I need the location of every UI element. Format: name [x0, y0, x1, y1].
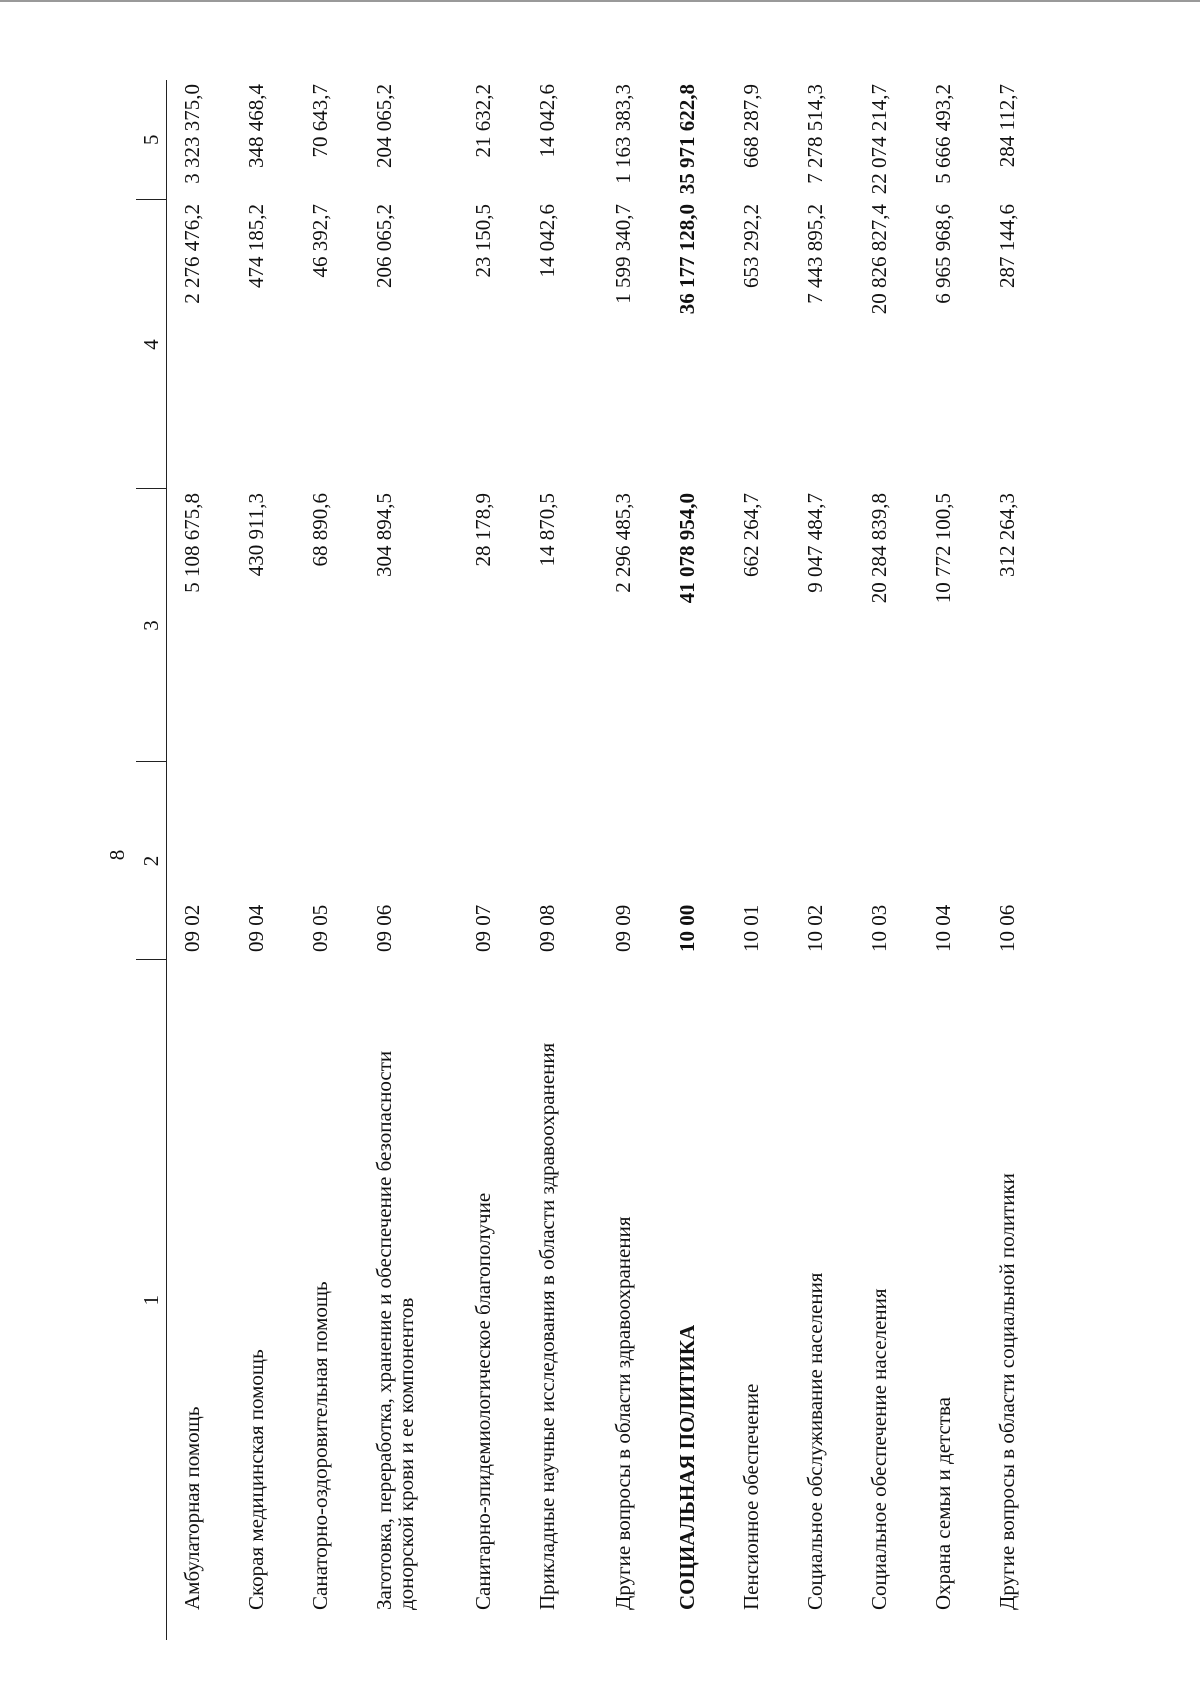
- row-value-col4: 206 065,2: [372, 204, 396, 288]
- table-row: [359, 80, 458, 1640]
- row-name: Социальное обеспечение населения: [867, 1288, 891, 1610]
- row-value-col4: 36 177 128,0: [675, 204, 699, 315]
- row-code: 10 06: [995, 904, 1019, 952]
- rotated-page: [136, 80, 1196, 1640]
- row-value-col3: 9 047 484,7: [803, 493, 827, 593]
- row-value-col5: 1 163 383,3: [611, 84, 635, 184]
- row-value-col5: 22 074 214,7: [867, 84, 891, 195]
- column-header: 4: [136, 200, 167, 489]
- column-header: 1: [136, 960, 167, 1640]
- row-value-col3: 20 284 839,8: [867, 493, 891, 604]
- row-value-col5: 21 632,2: [471, 84, 495, 158]
- row-value-col4: 23 150,5: [471, 204, 495, 278]
- row-name: Социальное обслуживание населения: [803, 1272, 827, 1610]
- row-value-col4: 2 276 476,2: [180, 204, 204, 304]
- row-name: Амбулаторная помощь: [180, 1406, 204, 1610]
- row-value-col4: 46 392,7: [308, 204, 332, 278]
- row-code: 10 04: [931, 904, 955, 952]
- table-row-section-total: [662, 80, 726, 1640]
- table-row: [522, 80, 598, 1640]
- row-value-col4: 653 292,2: [739, 204, 763, 288]
- row-code: 09 09: [611, 904, 635, 952]
- table-row: [854, 80, 918, 1640]
- row-code: 09 04: [244, 904, 268, 952]
- row-name: Прикладные научные исследования в области здравоохранения: [535, 1042, 559, 1610]
- column-header: 2: [136, 762, 167, 960]
- table-row: [726, 80, 790, 1640]
- row-value-col4: 20 826 827,4: [867, 204, 891, 315]
- row-name: Санаторно-оздоровительная помощь: [308, 1281, 332, 1610]
- table-row: [982, 80, 1058, 1640]
- row-value-col3: 68 890,6: [308, 493, 332, 567]
- table-row: [167, 80, 232, 1640]
- row-code: 10 01: [739, 904, 763, 952]
- table-row: [295, 80, 359, 1640]
- row-value-col4: 6 965 968,6: [931, 204, 955, 304]
- scan-edge-line: [0, 0, 1200, 2]
- row-value-col5: 3 323 375,0: [180, 84, 204, 184]
- row-value-col4: 474 185,2: [244, 204, 268, 288]
- row-code: 09 07: [471, 904, 495, 952]
- row-value-col4: 1 599 340,7: [611, 204, 635, 304]
- column-header: 5: [136, 80, 167, 200]
- row-name: СОЦИАЛЬНАЯ ПОЛИТИКА: [675, 1324, 699, 1610]
- column-header: 3: [136, 489, 167, 762]
- row-value-col5: 35 971 622,8: [675, 84, 699, 195]
- row-name: Другие вопросы в области здравоохранения: [611, 1216, 635, 1610]
- row-value-col3: 430 911,3: [244, 493, 268, 577]
- row-name: Пенсионное обеспечение: [739, 1383, 763, 1610]
- row-value-col3: 5 108 675,8: [180, 493, 204, 593]
- budget-table: [136, 80, 1058, 1640]
- row-code: 09 05: [308, 904, 332, 952]
- row-value-col3: 312 264,3: [995, 493, 1019, 577]
- column-number-row: [136, 80, 167, 1640]
- row-code: 09 02: [180, 904, 204, 952]
- row-value-col5: 284 112,7: [995, 84, 1019, 168]
- row-name: Заготовка, переработка, хранение и обеспечение безопасности донорской крови и ее компонентов: [372, 1050, 418, 1610]
- table-row: [458, 80, 522, 1640]
- row-code: 09 06: [372, 904, 396, 952]
- row-code: 10 03: [867, 904, 891, 952]
- row-name: Охрана семьи и детства: [931, 1397, 955, 1610]
- row-value-col5: 348 468,4: [244, 84, 268, 168]
- row-value-col3: 2 296 485,3: [611, 493, 635, 593]
- table-row: [918, 80, 982, 1640]
- row-value-col3: 304 894,5: [372, 493, 396, 577]
- table-row: [598, 80, 662, 1640]
- row-value-col3: 28 178,9: [471, 493, 495, 567]
- row-code: 10 00: [675, 904, 699, 952]
- row-value-col3: 41 078 954,0: [675, 493, 699, 604]
- table-row: [231, 80, 295, 1640]
- row-value-col4: 7 443 895,2: [803, 204, 827, 304]
- table-row: [790, 80, 854, 1640]
- row-value-col5: 204 065,2: [372, 84, 396, 168]
- row-code: 09 08: [535, 904, 559, 952]
- row-value-col5: 14 042,6: [535, 84, 559, 158]
- row-value-col3: 10 772 100,5: [931, 493, 955, 604]
- row-name: Скорая медицинская помощь: [244, 1349, 268, 1610]
- page-number: 8: [105, 849, 129, 861]
- row-name: Другие вопросы в области социальной политики: [995, 1173, 1019, 1610]
- row-code: 10 02: [803, 904, 827, 952]
- row-name: Санитарно-эпидемиологическое благополучие: [471, 1192, 495, 1610]
- row-value-col5: 668 287,9: [739, 84, 763, 168]
- row-value-col4: 14 042,6: [535, 204, 559, 278]
- row-value-col5: 7 278 514,3: [803, 84, 827, 184]
- row-value-col5: 70 643,7: [308, 84, 332, 158]
- row-value-col5: 5 666 493,2: [931, 84, 955, 184]
- row-value-col3: 14 870,5: [535, 493, 559, 567]
- row-value-col4: 287 144,6: [995, 204, 1019, 288]
- row-value-col3: 662 264,7: [739, 493, 763, 577]
